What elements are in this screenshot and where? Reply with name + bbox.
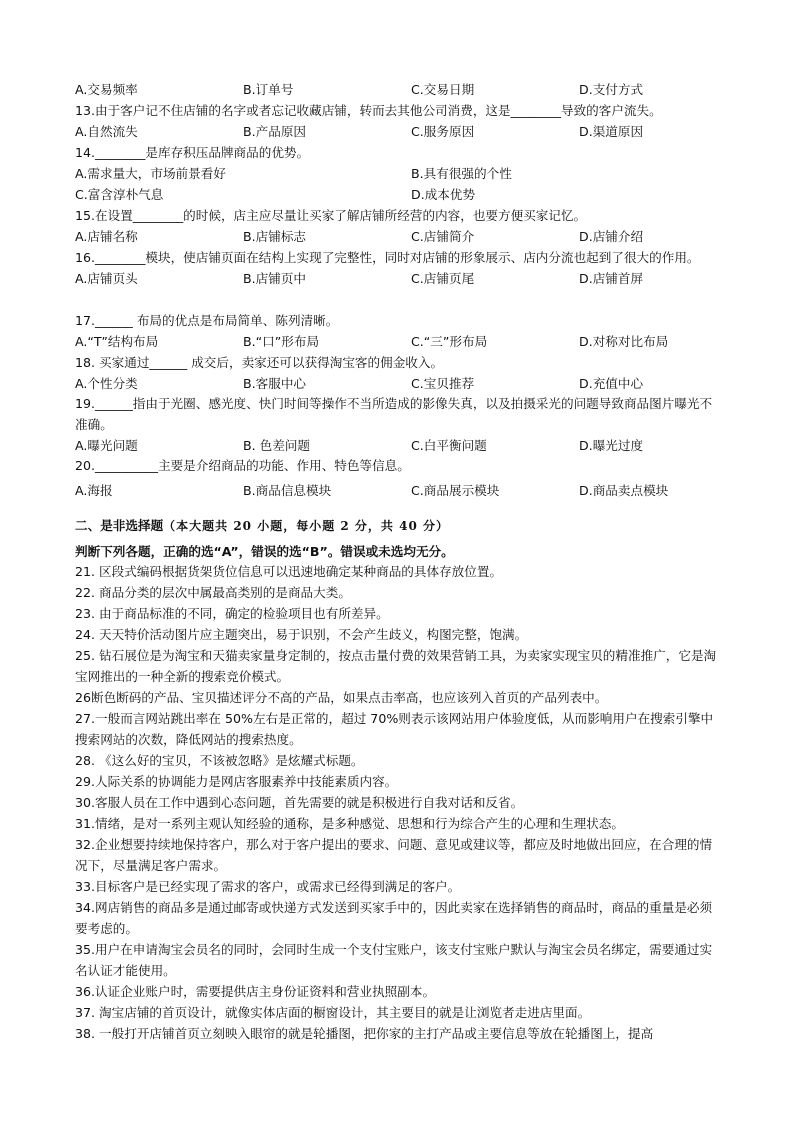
option-b: B.商品信息模块 [243,483,332,498]
question-16 [75,247,720,289]
question-stem: 20.__________主要是介绍商品的功能、作用、特色等信息。 [75,458,410,473]
list-item: 28. 《这么好的宝贝，不该被忽略》是炫耀式标题。 [75,753,364,768]
option-b: B.“口”形布局 [243,334,320,349]
list-item: 29.人际关系的协调能力是网店客服素养中技能素质内容。 [75,774,398,789]
question-14 [75,142,720,205]
option-a: A.个性分类 [75,376,138,391]
option-b: B.客服中心 [243,376,307,391]
question-stem: 16.________模块，使店铺页面在结构上实现了完整性，同时对店铺的形象展示、店内分流也起到了很大的作用。 [75,250,700,265]
option-b: B.订单号 [243,82,294,97]
section-note: （本大题共 20 小题，每小题 2 分，共 40 分） [163,519,449,533]
list-item: 35.用户在申请淘宝会员名的同时，会同时生成一个支付宝账户，该支付宝账户默认与淘宝会员名绑定，需要通过实名认证才能使用。 [75,942,713,978]
section-two [75,515,720,562]
list-item: 36.认证企业账户时，需要提供店主身份证资料和营业执照副本。 [75,984,436,999]
list-item: 31.情绪，是对一系列主观认知经验的通称，是多种感觉、思想和行为综合产生的心理和生理状态。 [75,816,624,831]
question-13 [75,100,720,142]
option-d: D.支付方式 [579,82,644,97]
list-item: 22. 商品分类的层次中属最高类别的是商品大类。 [75,585,351,600]
option-a: A.店铺页头 [75,271,138,286]
question-15 [75,205,720,247]
list-item: 38. 一般打开店铺首页立刻映入眼帘的就是轮播图，把你家的主打产品或主要信息等放在轮播图上，提高 [75,1026,654,1041]
option-d: D.对称对比布局 [579,334,669,349]
option-d: D.成本优势 [411,187,476,202]
option-d: D.商品卖点模块 [579,483,669,498]
question-12-options [75,79,720,100]
option-c: C.交易日期 [411,82,475,97]
question-stem: 17.______ 布局的优点是布局简单、陈列清晰。 [75,313,339,328]
option-d: D.渠道原因 [579,124,644,139]
option-b: B. 色差问题 [243,438,311,453]
question-stem: 18. 买家通过______ 成交后，卖家还可以获得淘宝客的佣金收入。 [75,355,444,370]
question-17 [75,310,720,352]
list-item: 32.企业想要持续地保持客户，那么对于客户提出的要求、问题、意见或建议等，都应及时地做出回应，在合理的情况下，尽量满足客户需求。 [75,837,713,873]
question-19 [75,393,720,456]
option-c: C.店铺简介 [411,229,475,244]
section-title: 二、是非选择题 [75,518,164,533]
option-a: A.店铺名称 [75,229,138,244]
question-18 [75,352,720,394]
list-item: 21. 区段式编码根据货架货位信息可以迅速地确定某种商品的具体存放位置。 [75,564,503,579]
option-c: C.宝贝推荐 [411,376,475,391]
option-a: A.自然流失 [75,124,138,139]
list-item: 34.网店销售的商品多是通过邮寄或快递方式发送到买家手中的，因此卖家在选择销售的商品时，商品的重量是必须要考虑的。 [75,900,713,936]
option-d: D.店铺介绍 [579,229,644,244]
option-a: A.交易频率 [75,82,138,97]
question-stem: 14.________是库存积压品牌商品的优势。 [75,145,310,160]
option-a: A.“T”结构布局 [75,334,159,349]
option-d: D.店铺首屏 [579,271,644,286]
option-c: C.“三”形布局 [411,334,488,349]
option-c: C.服务原因 [411,124,475,139]
list-item: 37. 淘宝店铺的首页设计，就像实体店面的橱窗设计，其主要目的就是让浏览者走进店里面。 [75,1005,591,1020]
list-item: 26断色断码的产品、宝贝描述评分不高的产品，如果点击率高，也应该列入首页的产品列表中。 [75,690,608,705]
option-c: C.白平衡问题 [411,438,487,453]
list-item: 27.一般而言网站跳出率在 50%左右是正常的，超过 70%则表示该网站用户体验度低，从而影响用户在搜索引擎中搜索网站的次数，降低网站的搜索热度。 [75,711,714,747]
list-item: 25. 钻石展位是为淘宝和天猫卖家量身定制的，按点击量付费的效果营销工具，为卖家实现宝贝的精准推广，它是淘宝网推出的一种全新的搜索竞价模式。 [75,648,717,684]
option-a: A.需求量大，市场前景看好 [75,166,226,181]
option-b: B.具有很强的个性 [411,166,512,181]
option-c: C.商品展示模块 [411,483,500,498]
section-instruction: 判断下列各题，正确的选“A”，错误的选“B”。错误或未选均无分。 [75,544,454,559]
option-c: C.店铺页尾 [411,271,475,286]
list-item: 30.客服人员在工作中遇到心态问题，首先需要的就是积极进行自我对话和反省。 [75,795,524,810]
question-stem: 13.由于客户记不住店铺的名字或者忘记收藏店铺，转而去其他公司消费，这是________导致的客户流失。 [75,103,662,118]
option-c: C.富含淳朴气息 [75,187,164,202]
option-d: D.充值中心 [579,376,644,391]
question-stem: 15.在设置________的时候，店主应尽量让买家了解店铺所经营的内容，也要方便买家记忆。 [75,208,587,223]
option-b: B.店铺标志 [243,229,307,244]
true-false-list [75,561,720,1044]
list-item: 24. 天天特价活动图片应主题突出，易于识别，不会产生歧义，构图完整，饱满。 [75,627,528,642]
question-20 [75,455,720,504]
question-stem: 19.______指由于光圈、感光度、快门时间等操作不当所造成的影像失真，以及拍摄采光的问题导致商品图片曝光不准确。 [75,396,713,432]
list-item: 23. 由于商品标准的不同，确定的检验项目也有所差异。 [75,606,389,621]
option-a: A.海报 [75,483,113,498]
option-b: B.店铺页中 [243,271,307,286]
list-item: 33.目标客户是已经实现了需求的客户，或需求已经得到满足的客户。 [75,879,461,894]
section-heading [75,515,720,537]
option-d: D.曝光过度 [579,438,644,453]
option-b: B.产品原因 [243,124,307,139]
option-a: A.曝光问题 [75,438,138,453]
